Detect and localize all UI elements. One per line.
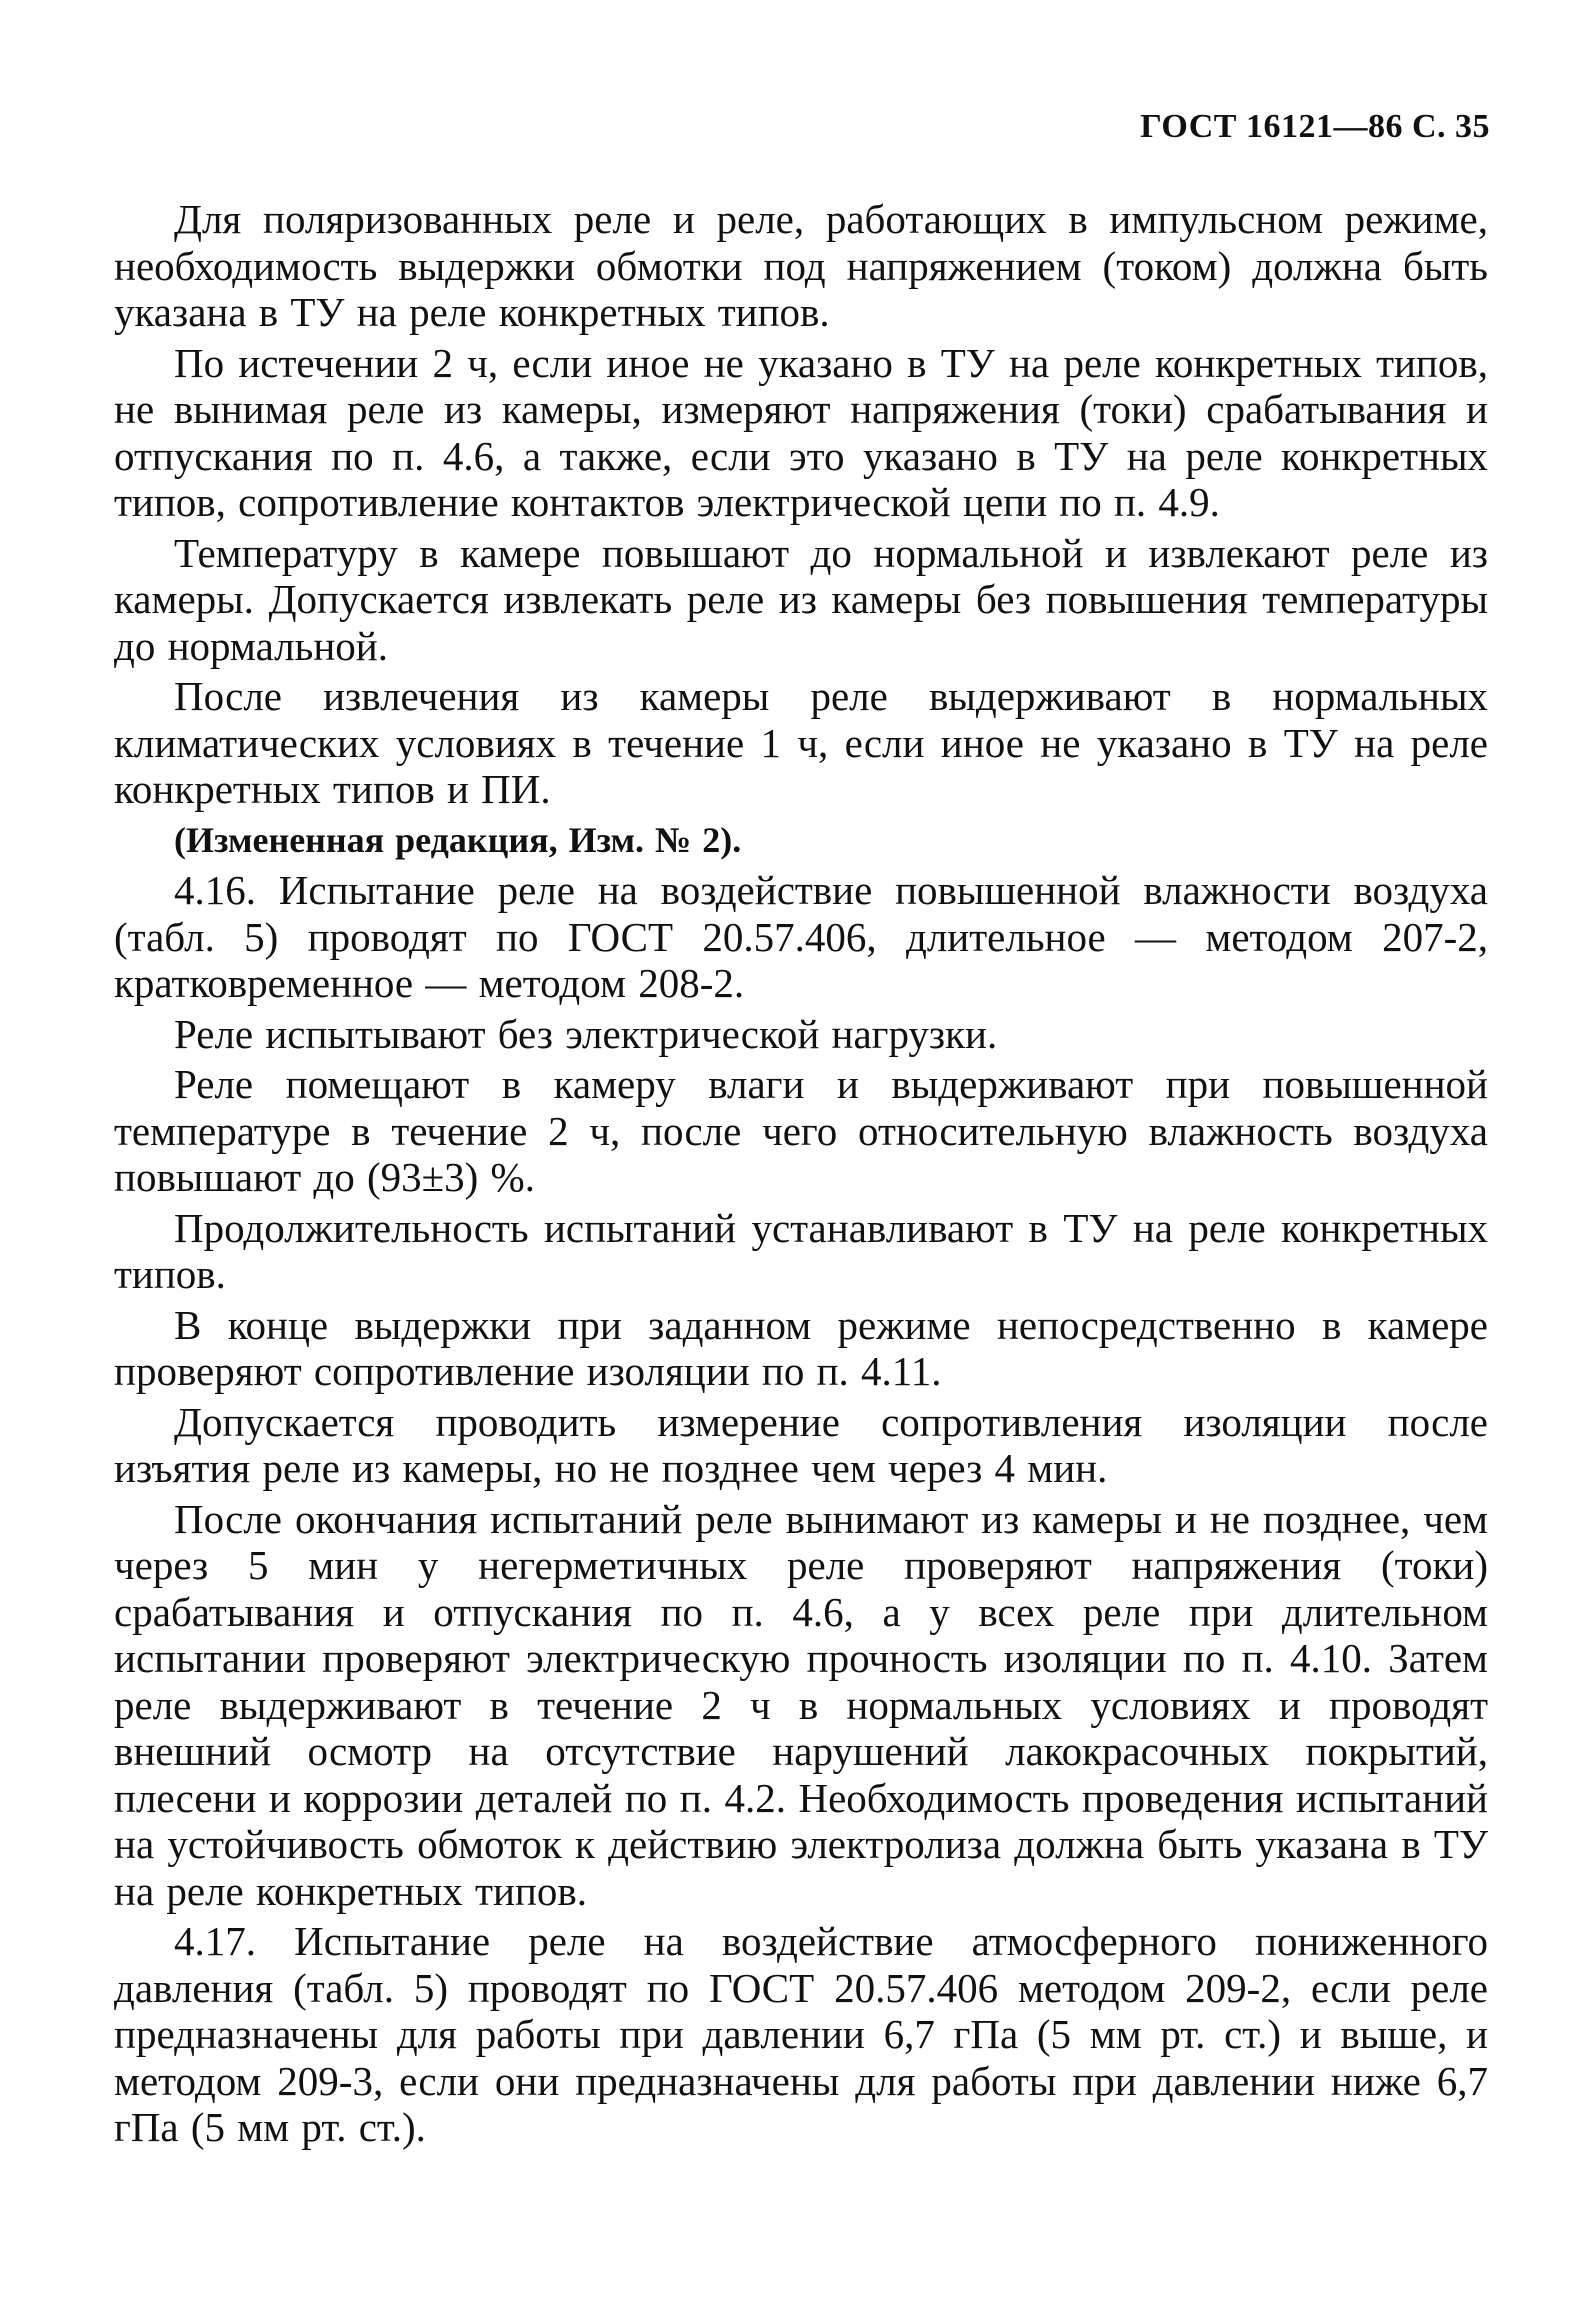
paragraph: После окончания испытаний реле вынимают из камеры и не позднее, чем через 5 мин у негерметичных реле проверяют напряжения (токи) срабатывания и отпускания по п. 4.6, а у всех реле при длительном испытании проверяют электрическую прочность изоляции по п. 4.10. Затем реле выдерживают в течение 2 ч в нормальных условиях и проводят внешний осмотр на отсутствие нарушений лакокрасочных покрытий, плесени и коррозии деталей по п. 4.2. Необходимость проведения испытаний на устойчивость обмоток к действию электролиза должна быть указана в ТУ на реле конкретных типов. — [114, 1495, 1488, 1914]
paragraph: Реле помещают в камеру влаги и выдерживают при повышенной температуре в течение 2 ч, после чего относительную влажность воздуха повышают до (93±3) %. — [114, 1061, 1488, 1200]
running-header: ГОСТ 16121—86 С. 35 — [1140, 108, 1490, 145]
paragraph: Продолжительность испытаний устанавливают в ТУ на реле конкретных типов. — [114, 1204, 1488, 1297]
paragraph: По истечении 2 ч, если иное не указано в ТУ на реле конкретных типов, не вынимая реле из камеры, измеряют напряжения (токи) срабатывания и отпускания по п. 4.6, а также, если это указано в ТУ на реле конкретных типов, сопротивление контактов электрической цепи по п. 4.9. — [114, 339, 1488, 525]
paragraph: После извлечения из камеры реле выдерживают в нормальных климатических условиях в течение 1 ч, если иное не указано в ТУ на реле конкретных типов и ПИ. — [114, 673, 1488, 812]
document-body — [114, 196, 1488, 2155]
amendment-note: (Измененная редакция, Изм. № 2). — [174, 819, 742, 860]
paragraph: Допускается проводить измерение сопротивления изоляции после изъятия реле из камеры, но не позднее чем через 4 мин. — [114, 1398, 1488, 1491]
paragraph: 4.17. Испытание реле на воздействие атмосферного пониженного давления (табл. 5) проводят по ГОСТ 20.57.406 методом 209-2, если реле предназначены для работы при давлении 6,7 гПа (5 мм рт. ст.) и выше, и методом 209-3, если они предназначены для работы при давлении ниже 6,7 гПа (5 мм рт. ст.). — [114, 1918, 1488, 2150]
paragraph: Температуру в камере повышают до нормальной и извлекают реле из камеры. Допускается извлекать реле из камеры без повышения температуры до нормальной. — [114, 529, 1488, 669]
paragraph: Реле испытывают без электрической нагрузки. — [174, 1010, 998, 1057]
paragraph: В конце выдержки при заданном режиме непосредственно в камере проверяют сопротивление изоляции по п. 4.11. — [114, 1301, 1488, 1394]
paragraph: 4.16. Испытание реле на воздействие повышенной влажности воздуха (табл. 5) проводят по ГОСТ 20.57.406, длительное — методом 207-2, кратковременное — методом 208-2. — [114, 867, 1488, 1006]
paragraph: Для поляризованных реле и реле, работающих в импульсном режиме, необходимость выдержки обмотки под напряжением (током) должна быть указана в ТУ на реле конкретных типов. — [114, 196, 1488, 335]
